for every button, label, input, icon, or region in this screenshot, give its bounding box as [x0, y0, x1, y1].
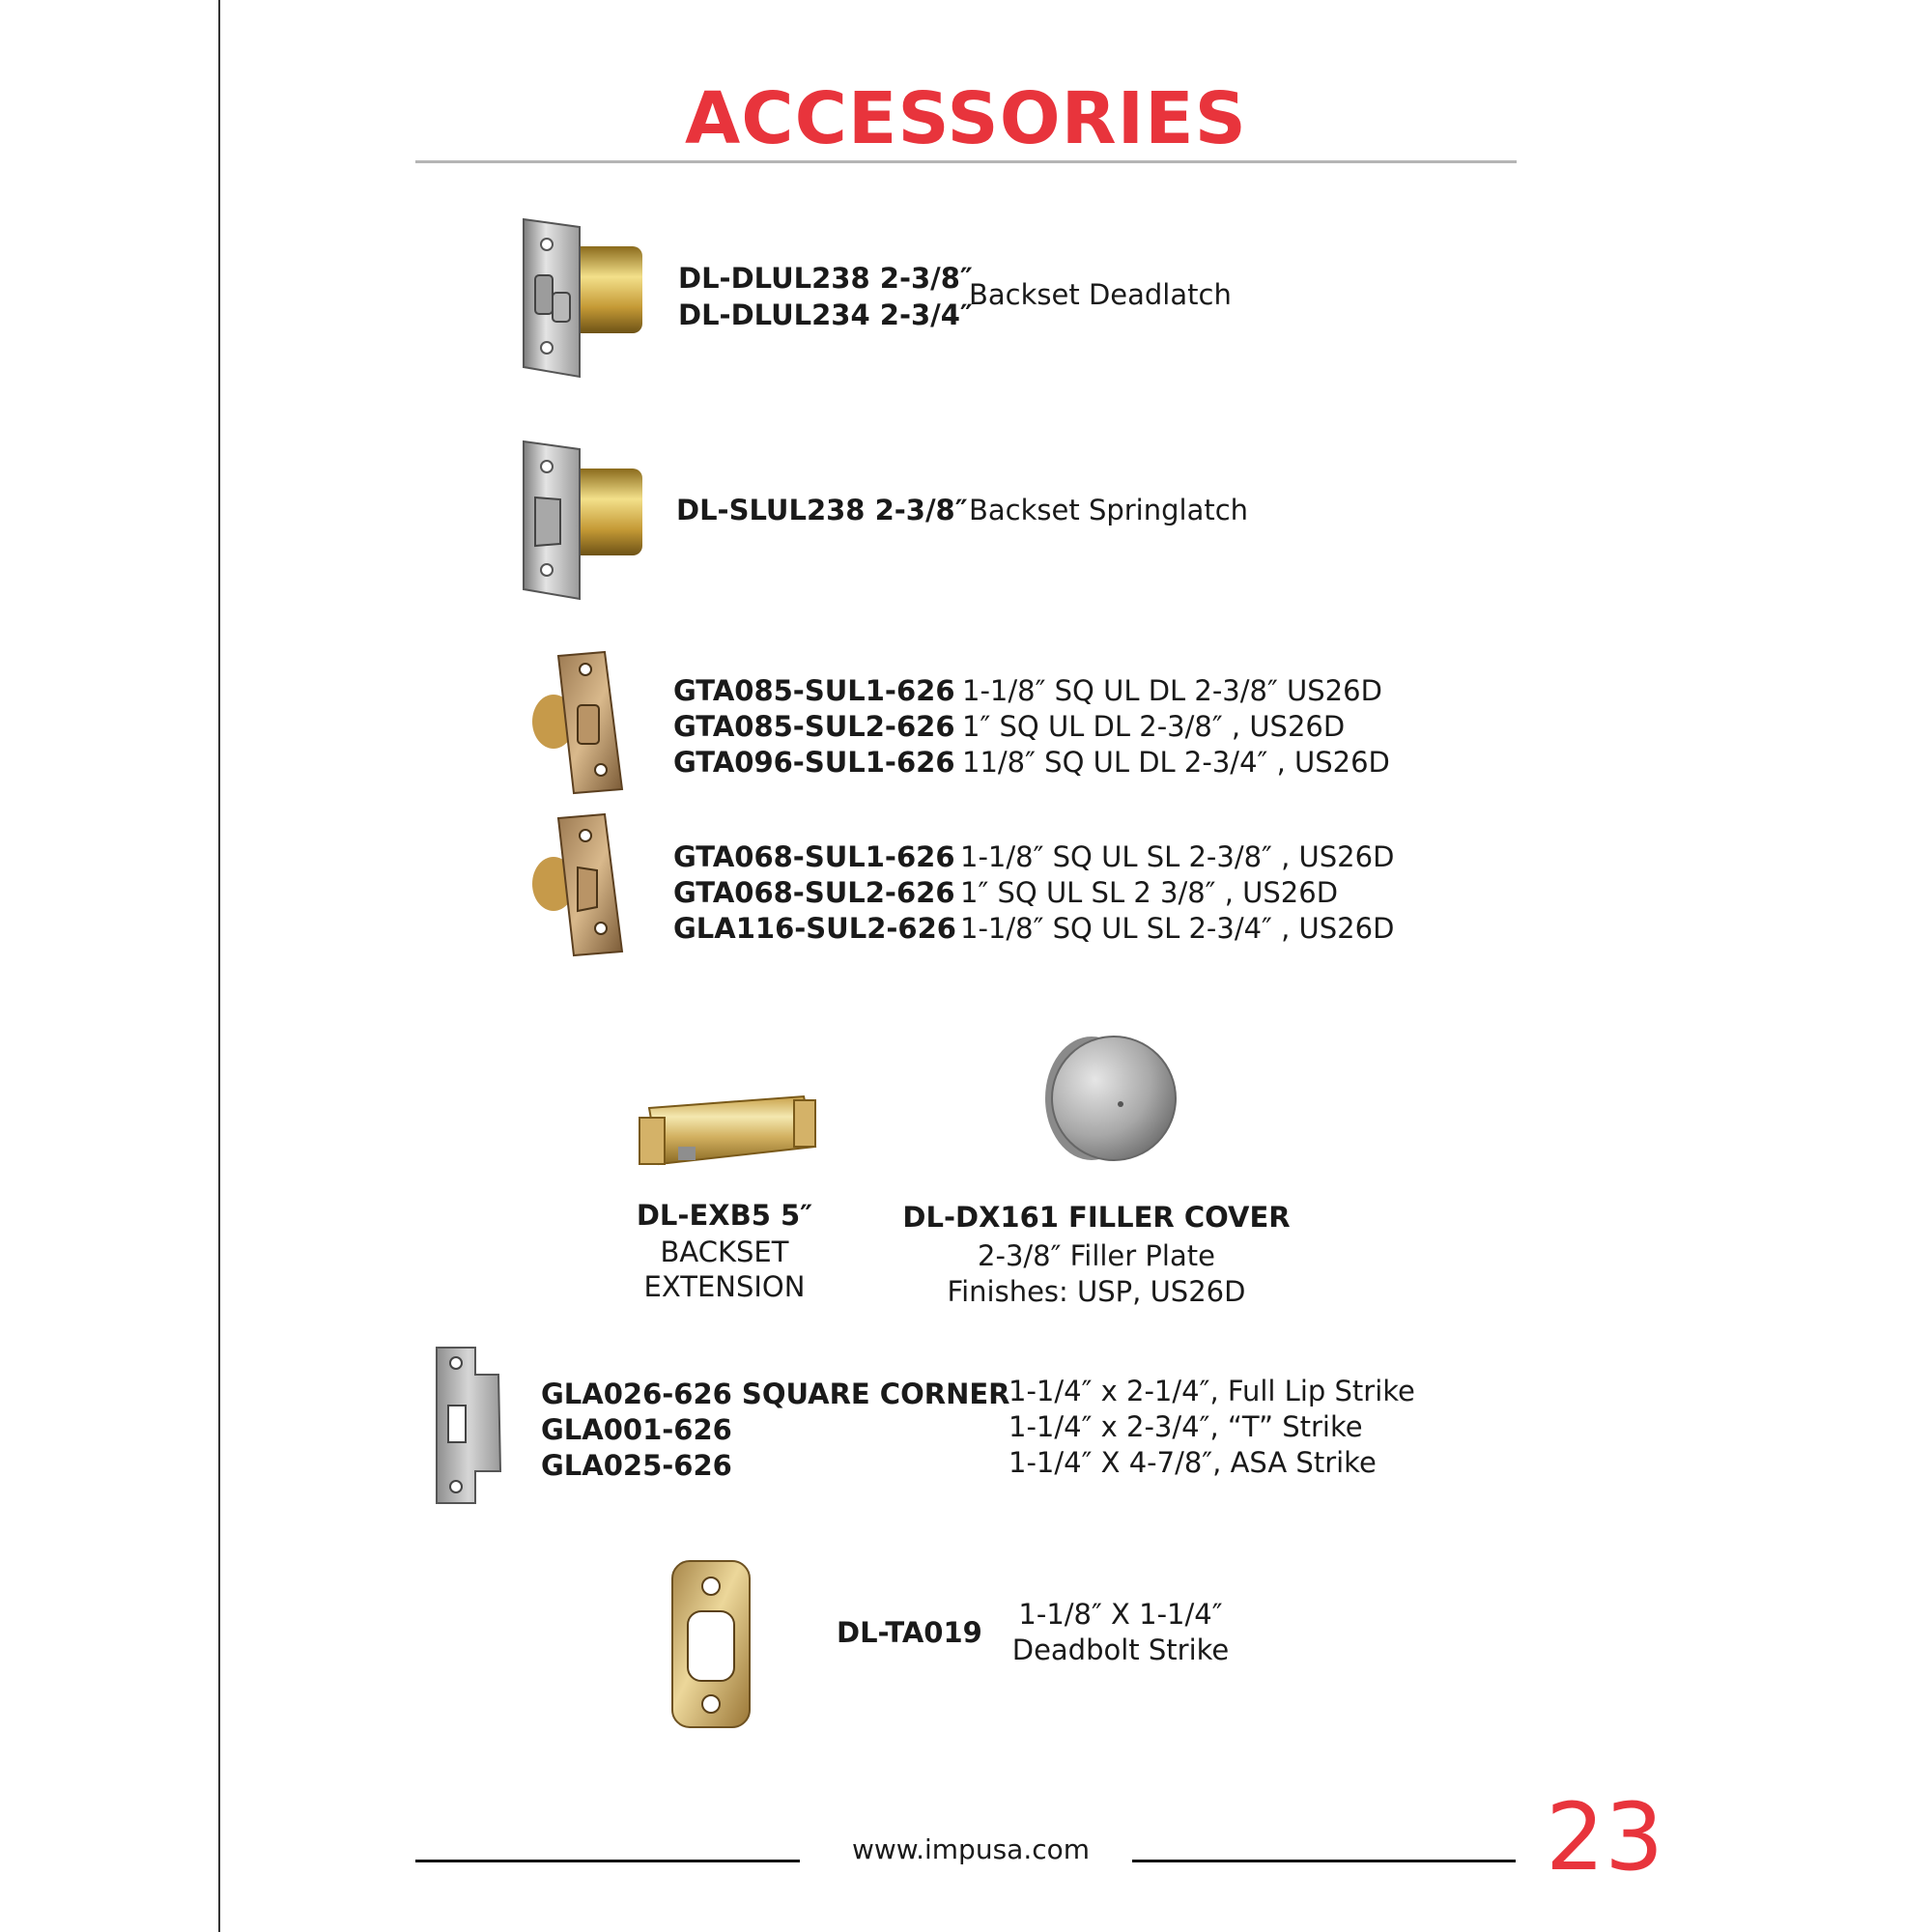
deadbolt-code: DL-TA019	[837, 1616, 982, 1649]
strike-code-2: GLA001-626	[541, 1413, 732, 1446]
extension-code: DL-EXB5 5″	[636, 1199, 813, 1232]
strike-plate-image	[433, 1346, 502, 1505]
springlatch-description: Backset Springlatch	[969, 494, 1249, 526]
filler-code: DL-DX161 FILLER COVER	[902, 1201, 1291, 1234]
footer-rule-left	[415, 1860, 800, 1862]
gta-deadlatch-image	[529, 652, 626, 797]
gta-sl-code-2: GTA068-SUL2-626	[673, 876, 955, 909]
deadbolt-line-2: Deadbolt Strike	[1011, 1634, 1230, 1666]
deadbolt-line-1: 1-1/8″ X 1-1/4″	[1018, 1598, 1223, 1631]
deadlatch-description: Backset Deadlatch	[969, 278, 1232, 311]
gta-dl-code-3: GTA096-SUL1-626	[673, 746, 955, 779]
gta-dl-desc-2: 1″ SQ UL DL 2-3/8″ , US26D	[962, 710, 1346, 743]
gta-sl-code-1: GTA068-SUL1-626	[673, 840, 955, 873]
filler-line-1: 2-3/8″ Filler Plate	[978, 1239, 1215, 1272]
gta-sl-desc-2: 1″ SQ UL SL 2 3/8″ , US26D	[960, 876, 1339, 909]
footer-url[interactable]: www.impusa.com	[851, 1833, 1091, 1865]
gta-dl-desc-1: 1-1/8″ SQ UL DL 2-3/8″ US26D	[962, 674, 1382, 707]
page-margin-line	[218, 0, 220, 1932]
deadbolt-strike-image	[668, 1557, 755, 1731]
deadlatch-code-2: DL-DLUL234 2-3/4″	[678, 298, 973, 331]
footer-rule-right	[1132, 1860, 1516, 1862]
gta-springlatch-image	[529, 814, 626, 959]
gta-sl-desc-1: 1-1/8″ SQ UL SL 2-3/8″ , US26D	[960, 840, 1395, 873]
deadlatch-image	[522, 217, 647, 382]
page-number: 23	[1546, 1783, 1664, 1891]
backset-extension-image	[639, 1089, 818, 1171]
extension-line-1: BACKSET	[660, 1236, 789, 1268]
filler-line-2: Finishes: USP, US26D	[947, 1275, 1246, 1308]
gta-dl-code-2: GTA085-SUL2-626	[673, 710, 955, 743]
filler-cover-image	[1038, 1029, 1179, 1169]
strike-code-3: GLA025-626	[541, 1449, 732, 1482]
springlatch-image	[522, 440, 647, 604]
gta-dl-code-1: GTA085-SUL1-626	[673, 674, 955, 707]
gta-sl-desc-3: 1-1/8″ SQ UL SL 2-3/4″ , US26D	[960, 912, 1395, 945]
springlatch-code: DL-SLUL238 2-3/8″	[676, 494, 968, 526]
gta-sl-code-3: GLA116-SUL2-626	[673, 912, 956, 945]
strike-desc-3: 1-1/4″ X 4-7/8″, ASA Strike	[1009, 1446, 1377, 1479]
page-title: ACCESSORIES	[685, 77, 1247, 160]
title-divider	[415, 160, 1517, 163]
strike-desc-1: 1-1/4″ x 2-1/4″, Full Lip Strike	[1009, 1375, 1415, 1407]
deadlatch-code-1: DL-DLUL238 2-3/8″	[678, 262, 973, 295]
strike-code-1: GLA026-626 SQUARE CORNER	[541, 1378, 1010, 1410]
strike-desc-2: 1-1/4″ x 2-3/4″, “T” Strike	[1009, 1410, 1363, 1443]
extension-line-2: EXTENSION	[643, 1270, 806, 1303]
gta-dl-desc-3: 11/8″ SQ UL DL 2-3/4″ , US26D	[962, 746, 1390, 779]
